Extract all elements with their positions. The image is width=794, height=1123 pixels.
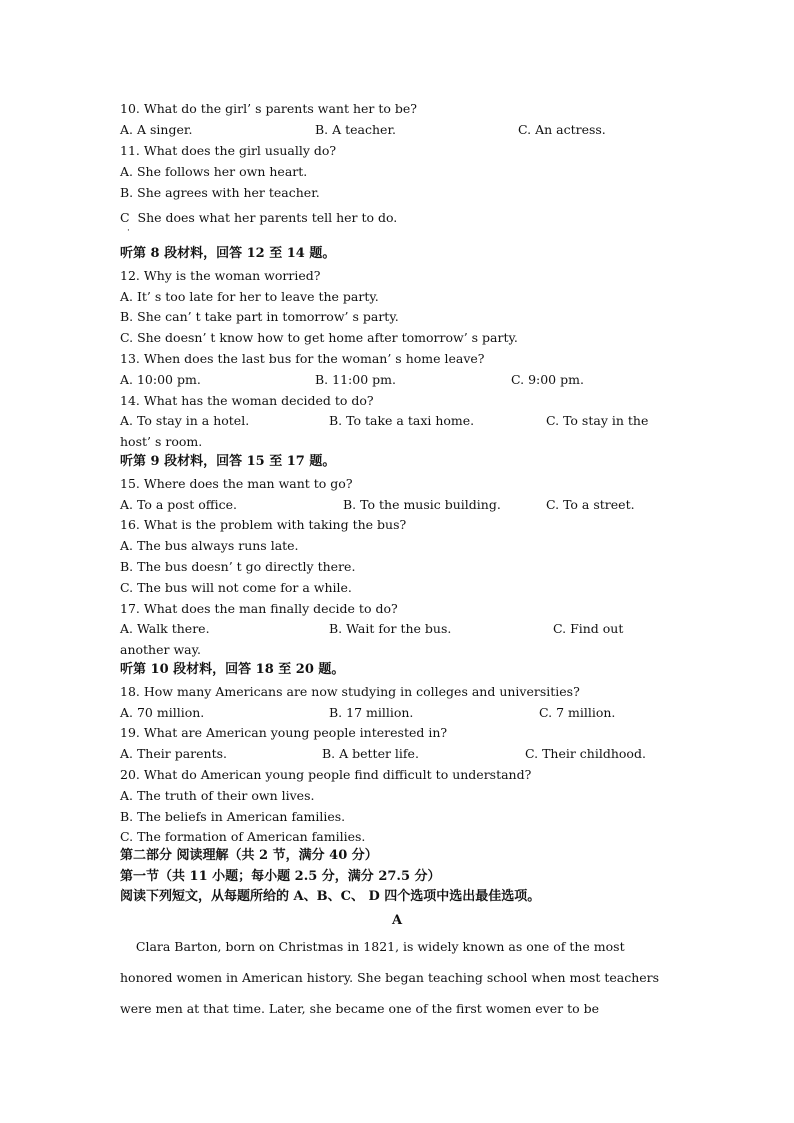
option-16b: B. The bus doesn’ t go directly there. <box>120 559 356 574</box>
option-19b: B. A better life. <box>322 746 419 761</box>
option-17c: C. Find out <box>553 621 624 636</box>
question-12: 12. Why is the woman worried? <box>120 268 321 283</box>
question-19: 19. What are American young people interested in? <box>120 725 448 740</box>
section-10-heading: 听第 10 段材料，回答 18 至 20 题。 <box>120 662 345 677</box>
option-10c: C. An actress. <box>518 122 606 137</box>
option-20b: B. The beliefs in American families. <box>120 809 346 824</box>
option-10b: B. A teacher. <box>315 122 397 137</box>
option-19c: C. Their childhood. <box>525 746 646 761</box>
option-14c-continued: host’ s room. <box>120 434 203 449</box>
option-13b: B. 11:00 pm. <box>315 372 396 387</box>
option-11c: C She does what her parents tell her to do. <box>120 210 398 225</box>
passage-line-2: honored women in American history. She began teaching school when most teachers <box>120 970 660 985</box>
option-12b: B. She can’ t take part in tomorrow’ s party. <box>120 309 399 324</box>
option-16c: C. The bus will not come for a while. <box>120 580 352 595</box>
section-1-heading: 第一节（共 11 小题；每小题 2.5 分，满分 27.5 分） <box>120 869 441 884</box>
option-13c: C. 9:00 pm. <box>511 372 584 387</box>
section-9-heading: 听第 9 段材料，回答 15 至 17 题。 <box>120 454 336 469</box>
instruction-text: 阅读下列短文，从每题所给的 A、B、C、 D 四个选项中选出最佳选项。 <box>120 889 541 904</box>
option-17a: A. Walk there. <box>120 621 210 636</box>
passage-line-3: were men at that time. Later, she became one of the first women ever to be <box>120 1001 600 1016</box>
section-8-heading: 听第 8 段材料，回答 12 至 14 题。 <box>120 246 336 261</box>
option-18b: B. 17 million. <box>329 705 414 720</box>
passage-label: A <box>391 913 403 928</box>
question-10: 10. What do the girl’ s parents want her to be? <box>120 101 417 116</box>
part-2-heading: 第二部分 阅读理解（共 2 节，满分 40 分） <box>120 848 378 863</box>
option-13a: A. 10:00 pm. <box>120 372 201 387</box>
option-14b: B. To take a taxi home. <box>329 413 475 428</box>
option-19a: A. Their parents. <box>120 746 227 761</box>
question-20: 20. What do American young people find difficult to understand? <box>120 767 532 782</box>
option-17b: B. Wait for the bus. <box>329 621 452 636</box>
option-18a: A. 70 million. <box>120 705 205 720</box>
question-15: 15. Where does the man want to go? <box>120 476 353 491</box>
option-10a: A. A singer. <box>120 122 193 137</box>
option-20c: C. The formation of American families. <box>120 829 366 844</box>
dot-mark: · <box>127 226 130 236</box>
option-14c: C. To stay in the <box>546 413 649 428</box>
question-14: 14. What has the woman decided to do? <box>120 393 374 408</box>
question-13: 13. When does the last bus for the woman’ s home leave? <box>120 351 485 366</box>
passage-line-1: Clara Barton, born on Christmas in 1821, is widely known as one of the most <box>120 939 625 954</box>
option-20a: A. The truth of their own lives. <box>120 788 315 803</box>
option-14a: A. To stay in a hotel. <box>120 413 250 428</box>
option-15b: B. To the music building. <box>343 497 501 512</box>
question-16: 16. What is the problem with taking the bus? <box>120 517 407 532</box>
question-18: 18. How many Americans are now studying in colleges and universities? <box>120 684 580 699</box>
option-11a: A. She follows her own heart. <box>120 164 308 179</box>
option-15c: C. To a street. <box>546 497 635 512</box>
question-11: 11. What does the girl usually do? <box>120 143 337 158</box>
option-11b: B. She agrees with her teacher. <box>120 185 320 200</box>
option-18c: C. 7 million. <box>539 705 616 720</box>
option-12a: A. It’ s too late for her to leave the party. <box>120 289 379 304</box>
option-16a: A. The bus always runs late. <box>120 538 299 553</box>
question-17: 17. What does the man finally decide to do? <box>120 601 398 616</box>
option-12c: C. She doesn’ t know how to get home after tomorrow’ s party. <box>120 330 518 345</box>
option-17c-continued: another way. <box>120 642 201 657</box>
option-15a: A. To a post office. <box>120 497 237 512</box>
